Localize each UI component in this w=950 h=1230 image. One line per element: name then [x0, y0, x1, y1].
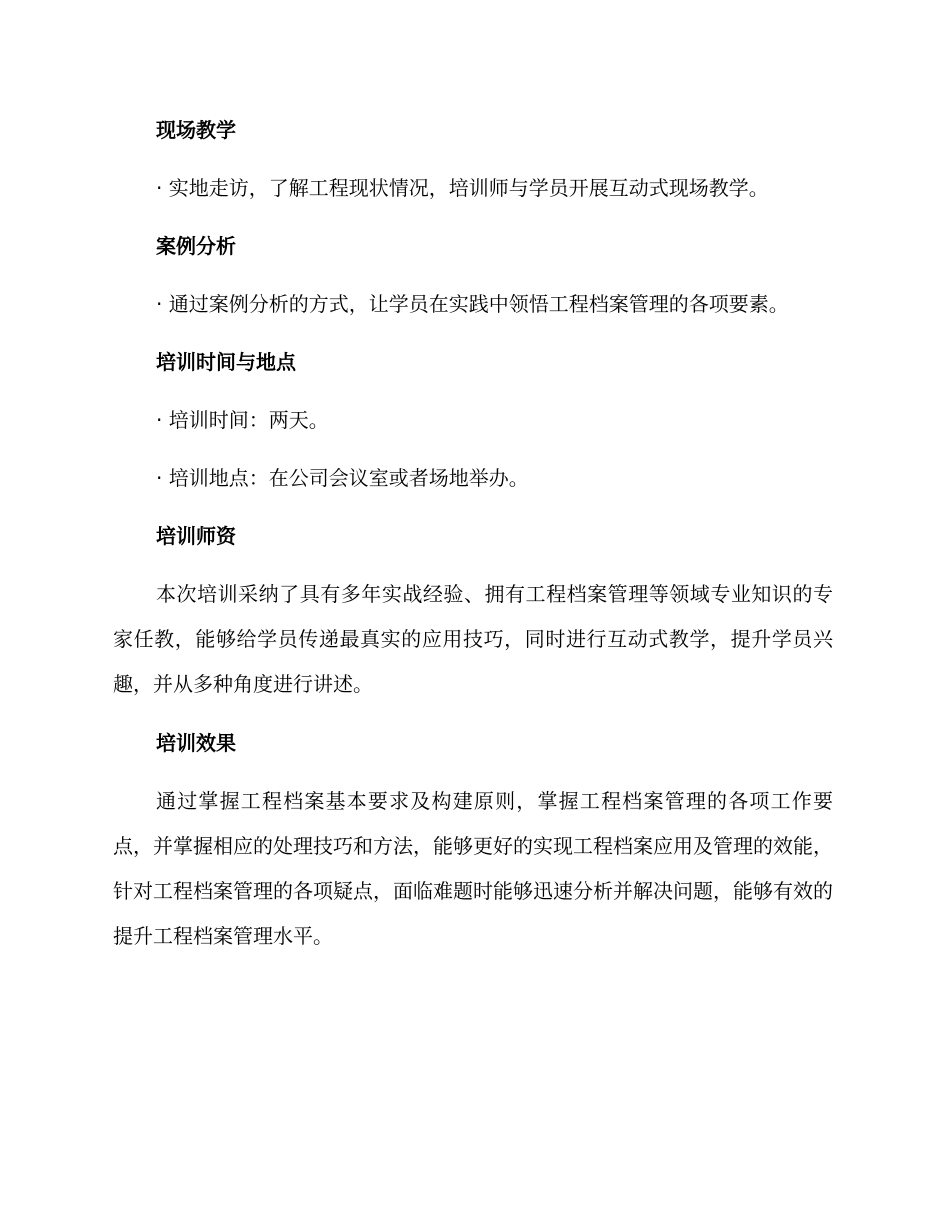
- section-heading-instructors: 培训师资: [156, 524, 236, 548]
- bullet-field-teaching: · 实地走访，了解工程现状情况，培训师与学员开展互动式现场教学。: [156, 176, 769, 200]
- bullet-training-location: · 培训地点：在公司会议室或者场地举办。: [156, 466, 529, 490]
- paragraph-instructors: 本次培训采纳了具有多年实战经验、拥有工程档案管理等领域专业知识的专家任教，能够给学员传递最真实的应用技巧，同时进行互动式教学，提升学员兴趣，并从多种角度进行讲述。: [113, 582, 833, 696]
- section-heading-training-effect: 培训效果: [156, 731, 236, 755]
- bullet-training-time: · 培训时间：两天。: [156, 408, 329, 432]
- section-heading-case-analysis: 案例分析: [156, 234, 236, 258]
- document-page: [113, 108, 833, 973]
- section-heading-time-location: 培训时间与地点: [156, 350, 296, 374]
- paragraph-training-effect: 通过掌握工程档案基本要求及构建原则，掌握工程档案管理的各项工作要点，并掌握相应的处理技巧和方法，能够更好的实现工程档案应用及管理的效能，针对工程档案管理的各项疑点，面临难题时能够迅速分析并解决问题，能够有效的提升工程档案管理水平。: [113, 789, 833, 948]
- section-heading-field-teaching: 现场教学: [156, 118, 236, 142]
- bullet-case-analysis: · 通过案例分析的方式，让学员在实践中领悟工程档案管理的各项要素。: [156, 292, 789, 316]
